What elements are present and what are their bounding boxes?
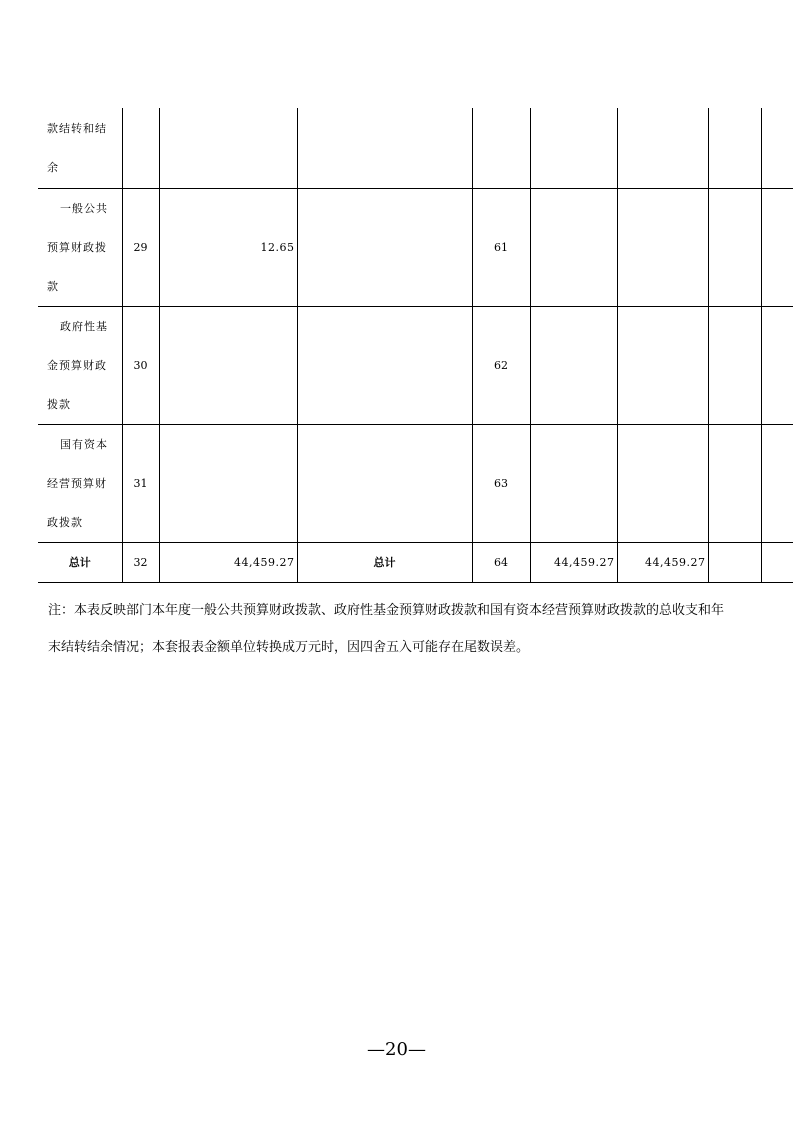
left-amount: 12.65 bbox=[159, 188, 297, 306]
table-row bbox=[38, 108, 793, 188]
page-number: —20— bbox=[367, 1039, 426, 1060]
note-line-1: 注：本表反映部门本年度一般公共预算财政拨款、政府性基金预算财政拨款和国有资本经营预算财政拨款的总收支和年 bbox=[48, 603, 725, 618]
table-note bbox=[48, 592, 778, 666]
right-amount-total bbox=[530, 188, 617, 306]
right-amount-state-capital bbox=[761, 108, 793, 188]
total-right-amount-general: 44,459.27 bbox=[617, 542, 708, 582]
total-right-label: 总计 bbox=[297, 542, 472, 582]
left-line-no: 29 bbox=[122, 188, 159, 306]
row-label-line: 一般公共 bbox=[60, 201, 108, 215]
total-right-amount-state-capital bbox=[761, 542, 793, 582]
total-right-amount-fund bbox=[708, 542, 761, 582]
right-line-no: 62 bbox=[472, 306, 530, 424]
row-label-line: 拨款 bbox=[47, 397, 71, 411]
right-amount-state-capital bbox=[761, 188, 793, 306]
right-amount-total bbox=[530, 306, 617, 424]
right-amount-total bbox=[530, 424, 617, 542]
row-label bbox=[38, 306, 122, 424]
left-line-no: 31 bbox=[122, 424, 159, 542]
total-right-line-no: 64 bbox=[472, 542, 530, 582]
right-amount-fund bbox=[708, 306, 761, 424]
total-left-line-no: 32 bbox=[122, 542, 159, 582]
table-row bbox=[38, 306, 793, 424]
row-label bbox=[38, 108, 122, 188]
row-label-line: 款 bbox=[47, 279, 59, 293]
row-label bbox=[38, 188, 122, 306]
note-line-2: 末结转结余情况；本套报表金额单位转换成万元时，因四舍五入可能存在尾数误差。 bbox=[48, 640, 530, 655]
left-amount bbox=[159, 108, 297, 188]
left-amount bbox=[159, 306, 297, 424]
row-label-line: 金预算财政 bbox=[47, 358, 107, 372]
left-line-no bbox=[122, 108, 159, 188]
row-label-line: 预算财政拨 bbox=[47, 240, 107, 254]
right-line-no bbox=[472, 108, 530, 188]
right-amount-general bbox=[617, 108, 708, 188]
right-line-no: 63 bbox=[472, 424, 530, 542]
right-item bbox=[297, 108, 472, 188]
right-amount-general bbox=[617, 306, 708, 424]
total-row bbox=[38, 542, 793, 582]
table-row bbox=[38, 424, 793, 542]
right-amount-general bbox=[617, 424, 708, 542]
row-label-line: 政府性基 bbox=[60, 319, 108, 333]
total-left-amount: 44,459.27 bbox=[159, 542, 297, 582]
row-label bbox=[38, 424, 122, 542]
left-amount bbox=[159, 424, 297, 542]
left-line-no: 30 bbox=[122, 306, 159, 424]
fiscal-appropriation-table bbox=[38, 108, 793, 583]
right-amount-fund bbox=[708, 424, 761, 542]
right-amount-state-capital bbox=[761, 306, 793, 424]
right-item bbox=[297, 188, 472, 306]
total-left-label: 总计 bbox=[38, 542, 122, 582]
total-right-amount-total: 44,459.27 bbox=[530, 542, 617, 582]
right-amount-state-capital bbox=[761, 424, 793, 542]
right-amount-general bbox=[617, 188, 708, 306]
right-amount-fund bbox=[708, 188, 761, 306]
right-item bbox=[297, 424, 472, 542]
right-amount-fund bbox=[708, 108, 761, 188]
right-amount-total bbox=[530, 108, 617, 188]
row-label-line: 款结转和结 bbox=[47, 121, 107, 135]
row-label-line: 经营预算财 bbox=[47, 476, 107, 490]
row-label-line: 政拨款 bbox=[47, 515, 83, 529]
right-line-no: 61 bbox=[472, 188, 530, 306]
right-item bbox=[297, 306, 472, 424]
row-label-line: 余 bbox=[47, 160, 59, 174]
table-row bbox=[38, 188, 793, 306]
row-label-line: 国有资本 bbox=[60, 437, 108, 451]
